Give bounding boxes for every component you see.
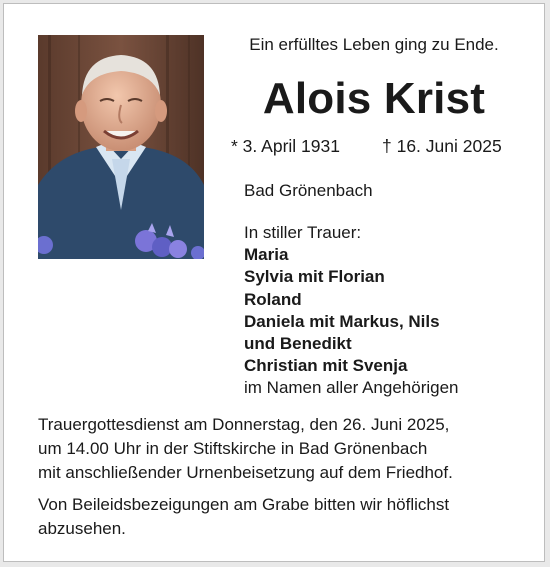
mourner-name: Roland bbox=[244, 289, 302, 309]
mourner-name: Sylvia mit Florian bbox=[244, 267, 385, 287]
motto-text: Ein erfülltes Leben ging zu Ende. bbox=[249, 35, 499, 54]
service-line: mit anschließender Urnenbeisetzung auf dem Friedhof. bbox=[38, 463, 453, 482]
portrait-photo bbox=[38, 35, 204, 259]
service-line: um 14.00 Uhr in der Stiftskirche in Bad Grönenbach bbox=[38, 439, 428, 458]
deceased-name: Alois Krist bbox=[262, 74, 486, 123]
mourner-name: Maria bbox=[244, 245, 289, 265]
birth-date: * 3. April 1931 bbox=[231, 136, 340, 156]
condolence-notice bbox=[38, 493, 518, 541]
notice-line: Von Beileidsbezeigungen am Grabe bitten wir höflichst bbox=[38, 495, 450, 514]
obituary-card bbox=[3, 3, 545, 562]
mourner-name: Daniela mit Markus, Nils bbox=[244, 311, 440, 331]
mourners-block bbox=[244, 222, 534, 400]
mourner-name: und Benedikt bbox=[244, 334, 352, 354]
mourning-closing: im Namen aller Angehörigen bbox=[244, 378, 459, 398]
funeral-service-info bbox=[38, 413, 518, 485]
mourner-name: Christian mit Svenja bbox=[244, 356, 408, 376]
notice-line: abzusehen. bbox=[38, 519, 126, 538]
death-date: † 16. Juni 2025 bbox=[382, 136, 502, 156]
place-of-residence: Bad Grönenbach bbox=[244, 181, 373, 200]
service-line: Trauergottesdienst am Donnerstag, den 26. Juni 2025, bbox=[38, 415, 450, 434]
mourning-intro: In stiller Trauer: bbox=[244, 223, 362, 242]
